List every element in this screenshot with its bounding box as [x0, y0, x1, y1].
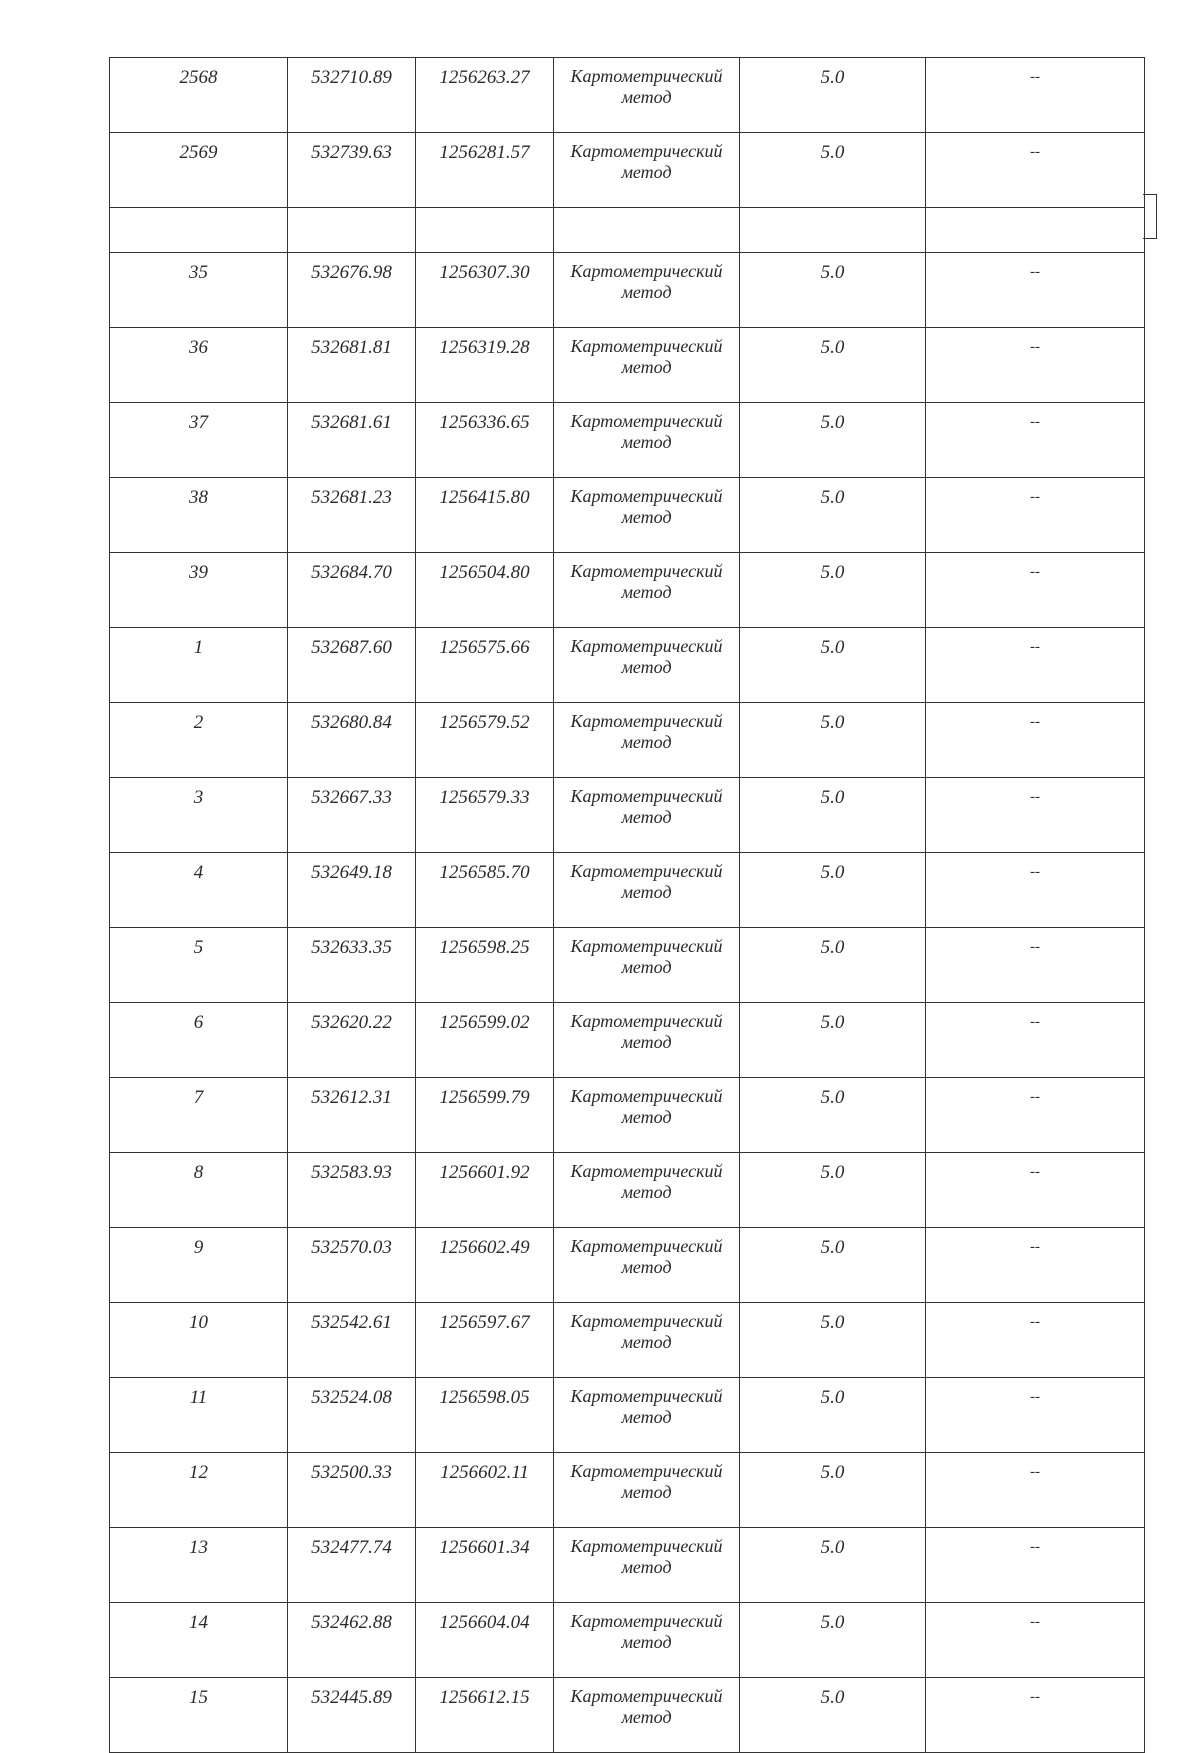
- y-coordinate-cell: 1256602.49: [416, 1228, 554, 1303]
- table-row: [110, 703, 1145, 778]
- precision-cell: 5.0: [740, 703, 926, 778]
- precision-cell: 5.0: [740, 1228, 926, 1303]
- y-coordinate-cell: 1256601.92: [416, 1153, 554, 1228]
- x-coordinate-cell: 532684.70: [288, 553, 416, 628]
- table-row: [110, 1678, 1145, 1753]
- point-number-cell: 8: [110, 1153, 288, 1228]
- method-cell: [554, 58, 740, 133]
- y-coordinate-cell: 1256599.79: [416, 1078, 554, 1153]
- y-coordinate-cell: 1256602.11: [416, 1453, 554, 1528]
- point-number-cell: 13: [110, 1528, 288, 1603]
- precision-cell: 5.0: [740, 58, 926, 133]
- y-coordinate-cell: 1256598.05: [416, 1378, 554, 1453]
- precision-cell: 5.0: [740, 1678, 926, 1753]
- note-cell: --: [926, 1078, 1145, 1153]
- table-row: [110, 1228, 1145, 1303]
- table-row: [110, 1303, 1145, 1378]
- method-cell: [554, 208, 740, 253]
- method-line-2: метод: [621, 1332, 672, 1352]
- method-line-2: метод: [621, 1557, 672, 1577]
- method-cell: [554, 1153, 740, 1228]
- table-row: [110, 133, 1145, 208]
- method-line-1: Картометрический: [570, 1161, 723, 1181]
- method-cell: [554, 1453, 740, 1528]
- method-cell: [554, 1303, 740, 1378]
- note-cell: [926, 208, 1145, 253]
- method-line-2: метод: [621, 582, 672, 602]
- coordinates-table: [109, 57, 1145, 1753]
- y-coordinate-cell: 1256307.30: [416, 253, 554, 328]
- table-row: [110, 553, 1145, 628]
- y-coordinate-cell: 1256579.33: [416, 778, 554, 853]
- method-cell: [554, 403, 740, 478]
- x-coordinate-cell: 532500.33: [288, 1453, 416, 1528]
- method-cell: [554, 253, 740, 328]
- x-coordinate-cell: 532667.33: [288, 778, 416, 853]
- method-line-2: метод: [621, 807, 672, 827]
- table-row: [110, 1603, 1145, 1678]
- method-line-2: метод: [621, 1107, 672, 1127]
- method-line-1: Картометрический: [570, 66, 723, 86]
- y-coordinate-cell: 1256575.66: [416, 628, 554, 703]
- note-cell: --: [926, 778, 1145, 853]
- method-line-1: Картометрический: [570, 261, 723, 281]
- point-number-cell: [110, 208, 288, 253]
- method-cell: [554, 328, 740, 403]
- note-cell: --: [926, 478, 1145, 553]
- note-cell: --: [926, 1678, 1145, 1753]
- method-cell: [554, 133, 740, 208]
- note-cell: --: [926, 1303, 1145, 1378]
- point-number-cell: 6: [110, 1003, 288, 1078]
- point-number-cell: 12: [110, 1453, 288, 1528]
- point-number-cell: 2568: [110, 58, 288, 133]
- precision-cell: 5.0: [740, 1078, 926, 1153]
- x-coordinate-cell: 532739.63: [288, 133, 416, 208]
- method-line-2: метод: [621, 357, 672, 377]
- note-cell: --: [926, 853, 1145, 928]
- y-coordinate-cell: 1256336.65: [416, 403, 554, 478]
- method-line-2: метод: [621, 1032, 672, 1052]
- point-number-cell: 2: [110, 703, 288, 778]
- note-cell: --: [926, 1528, 1145, 1603]
- precision-cell: 5.0: [740, 253, 926, 328]
- table-row: [110, 1153, 1145, 1228]
- x-coordinate-cell: 532445.89: [288, 1678, 416, 1753]
- note-cell: --: [926, 133, 1145, 208]
- x-coordinate-cell: 532524.08: [288, 1378, 416, 1453]
- precision-cell: 5.0: [740, 133, 926, 208]
- precision-cell: 5.0: [740, 778, 926, 853]
- method-cell: [554, 1678, 740, 1753]
- point-number-cell: 2569: [110, 133, 288, 208]
- method-line-2: метод: [621, 1182, 672, 1202]
- note-cell: --: [926, 1228, 1145, 1303]
- method-cell: [554, 1603, 740, 1678]
- method-line-1: Картометрический: [570, 1011, 723, 1031]
- y-coordinate-cell: 1256415.80: [416, 478, 554, 553]
- method-cell: [554, 1378, 740, 1453]
- x-coordinate-cell: 532681.61: [288, 403, 416, 478]
- point-number-cell: 3: [110, 778, 288, 853]
- method-cell: [554, 853, 740, 928]
- precision-cell: 5.0: [740, 553, 926, 628]
- y-coordinate-cell: [416, 208, 554, 253]
- x-coordinate-cell: 532710.89: [288, 58, 416, 133]
- method-line-1: Картометрический: [570, 936, 723, 956]
- table-row: [110, 928, 1145, 1003]
- precision-cell: 5.0: [740, 478, 926, 553]
- method-line-2: метод: [621, 432, 672, 452]
- method-line-1: Картометрический: [570, 486, 723, 506]
- x-coordinate-cell: 532681.81: [288, 328, 416, 403]
- note-cell: --: [926, 403, 1145, 478]
- table-row: [110, 628, 1145, 703]
- method-cell: [554, 553, 740, 628]
- method-line-1: Картометрический: [570, 141, 723, 161]
- precision-cell: 5.0: [740, 628, 926, 703]
- method-line-2: метод: [621, 882, 672, 902]
- method-line-2: метод: [621, 1707, 672, 1727]
- y-coordinate-cell: 1256601.34: [416, 1528, 554, 1603]
- method-cell: [554, 778, 740, 853]
- note-cell: --: [926, 1453, 1145, 1528]
- table-row: [110, 253, 1145, 328]
- table-row: [110, 58, 1145, 133]
- precision-cell: 5.0: [740, 1153, 926, 1228]
- y-coordinate-cell: 1256504.80: [416, 553, 554, 628]
- y-coordinate-cell: 1256579.52: [416, 703, 554, 778]
- x-coordinate-cell: 532676.98: [288, 253, 416, 328]
- method-line-1: Картометрический: [570, 1086, 723, 1106]
- method-line-2: метод: [621, 1407, 672, 1427]
- method-line-1: Картометрический: [570, 411, 723, 431]
- table-row-blank: [110, 208, 1145, 253]
- note-cell: --: [926, 553, 1145, 628]
- point-number-cell: 7: [110, 1078, 288, 1153]
- y-coordinate-cell: 1256281.57: [416, 133, 554, 208]
- point-number-cell: 37: [110, 403, 288, 478]
- precision-cell: 5.0: [740, 1003, 926, 1078]
- y-coordinate-cell: 1256612.15: [416, 1678, 554, 1753]
- x-coordinate-cell: 532477.74: [288, 1528, 416, 1603]
- method-line-2: метод: [621, 732, 672, 752]
- note-cell: --: [926, 628, 1145, 703]
- point-number-cell: 5: [110, 928, 288, 1003]
- method-cell: [554, 1528, 740, 1603]
- method-line-1: Картометрический: [570, 561, 723, 581]
- precision-cell: 5.0: [740, 1303, 926, 1378]
- method-line-1: Картометрический: [570, 636, 723, 656]
- precision-cell: 5.0: [740, 853, 926, 928]
- method-line-2: метод: [621, 657, 672, 677]
- table-row: [110, 1078, 1145, 1153]
- method-line-1: Картометрический: [570, 1461, 723, 1481]
- point-number-cell: 4: [110, 853, 288, 928]
- method-cell: [554, 1228, 740, 1303]
- precision-cell: 5.0: [740, 1378, 926, 1453]
- x-coordinate-cell: 532570.03: [288, 1228, 416, 1303]
- method-line-2: метод: [621, 507, 672, 527]
- method-line-1: Картометрический: [570, 1536, 723, 1556]
- x-coordinate-cell: 532583.93: [288, 1153, 416, 1228]
- table-row: [110, 328, 1145, 403]
- method-line-2: метод: [621, 957, 672, 977]
- method-cell: [554, 1078, 740, 1153]
- y-coordinate-cell: 1256585.70: [416, 853, 554, 928]
- point-number-cell: 35: [110, 253, 288, 328]
- method-line-1: Картометрический: [570, 336, 723, 356]
- y-coordinate-cell: 1256319.28: [416, 328, 554, 403]
- point-number-cell: 1: [110, 628, 288, 703]
- note-cell: --: [926, 1003, 1145, 1078]
- point-number-cell: 39: [110, 553, 288, 628]
- point-number-cell: 15: [110, 1678, 288, 1753]
- method-cell: [554, 703, 740, 778]
- table-row: [110, 403, 1145, 478]
- x-coordinate-cell: 532681.23: [288, 478, 416, 553]
- x-coordinate-cell: 532612.31: [288, 1078, 416, 1153]
- table-row: [110, 1378, 1145, 1453]
- precision-cell: 5.0: [740, 1528, 926, 1603]
- table-row: [110, 1528, 1145, 1603]
- y-coordinate-cell: 1256599.02: [416, 1003, 554, 1078]
- y-coordinate-cell: 1256598.25: [416, 928, 554, 1003]
- method-line-2: метод: [621, 1257, 672, 1277]
- method-line-2: метод: [621, 87, 672, 107]
- y-coordinate-cell: 1256597.67: [416, 1303, 554, 1378]
- method-line-2: метод: [621, 1632, 672, 1652]
- method-line-1: Картометрический: [570, 1311, 723, 1331]
- table-row: [110, 1453, 1145, 1528]
- table-body: [110, 58, 1145, 1753]
- note-cell: --: [926, 1603, 1145, 1678]
- note-cell: --: [926, 58, 1145, 133]
- method-cell: [554, 478, 740, 553]
- precision-cell: 5.0: [740, 928, 926, 1003]
- method-cell: [554, 928, 740, 1003]
- table-row: [110, 1003, 1145, 1078]
- method-line-1: Картометрический: [570, 1686, 723, 1706]
- precision-cell: 5.0: [740, 403, 926, 478]
- method-line-2: метод: [621, 282, 672, 302]
- method-line-1: Картометрический: [570, 786, 723, 806]
- x-coordinate-cell: 532542.61: [288, 1303, 416, 1378]
- point-number-cell: 38: [110, 478, 288, 553]
- x-coordinate-cell: 532649.18: [288, 853, 416, 928]
- y-coordinate-cell: 1256263.27: [416, 58, 554, 133]
- precision-cell: [740, 208, 926, 253]
- precision-cell: 5.0: [740, 328, 926, 403]
- table-row: [110, 478, 1145, 553]
- precision-cell: 5.0: [740, 1453, 926, 1528]
- note-cell: --: [926, 928, 1145, 1003]
- x-coordinate-cell: 532620.22: [288, 1003, 416, 1078]
- table-row: [110, 778, 1145, 853]
- method-line-1: Картометрический: [570, 1611, 723, 1631]
- x-coordinate-cell: 532680.84: [288, 703, 416, 778]
- note-cell: --: [926, 703, 1145, 778]
- method-line-1: Картометрический: [570, 861, 723, 881]
- method-line-2: метод: [621, 162, 672, 182]
- method-cell: [554, 1003, 740, 1078]
- table-margin-bracket: [1143, 194, 1157, 239]
- point-number-cell: 36: [110, 328, 288, 403]
- y-coordinate-cell: 1256604.04: [416, 1603, 554, 1678]
- x-coordinate-cell: 532687.60: [288, 628, 416, 703]
- method-cell: [554, 628, 740, 703]
- point-number-cell: 11: [110, 1378, 288, 1453]
- method-line-1: Картометрический: [570, 711, 723, 731]
- precision-cell: 5.0: [740, 1603, 926, 1678]
- note-cell: --: [926, 328, 1145, 403]
- point-number-cell: 14: [110, 1603, 288, 1678]
- x-coordinate-cell: [288, 208, 416, 253]
- point-number-cell: 9: [110, 1228, 288, 1303]
- x-coordinate-cell: 532462.88: [288, 1603, 416, 1678]
- method-line-1: Картометрический: [570, 1386, 723, 1406]
- x-coordinate-cell: 532633.35: [288, 928, 416, 1003]
- note-cell: --: [926, 1378, 1145, 1453]
- table-row: [110, 853, 1145, 928]
- point-number-cell: 10: [110, 1303, 288, 1378]
- note-cell: --: [926, 253, 1145, 328]
- method-line-2: метод: [621, 1482, 672, 1502]
- method-line-1: Картометрический: [570, 1236, 723, 1256]
- note-cell: --: [926, 1153, 1145, 1228]
